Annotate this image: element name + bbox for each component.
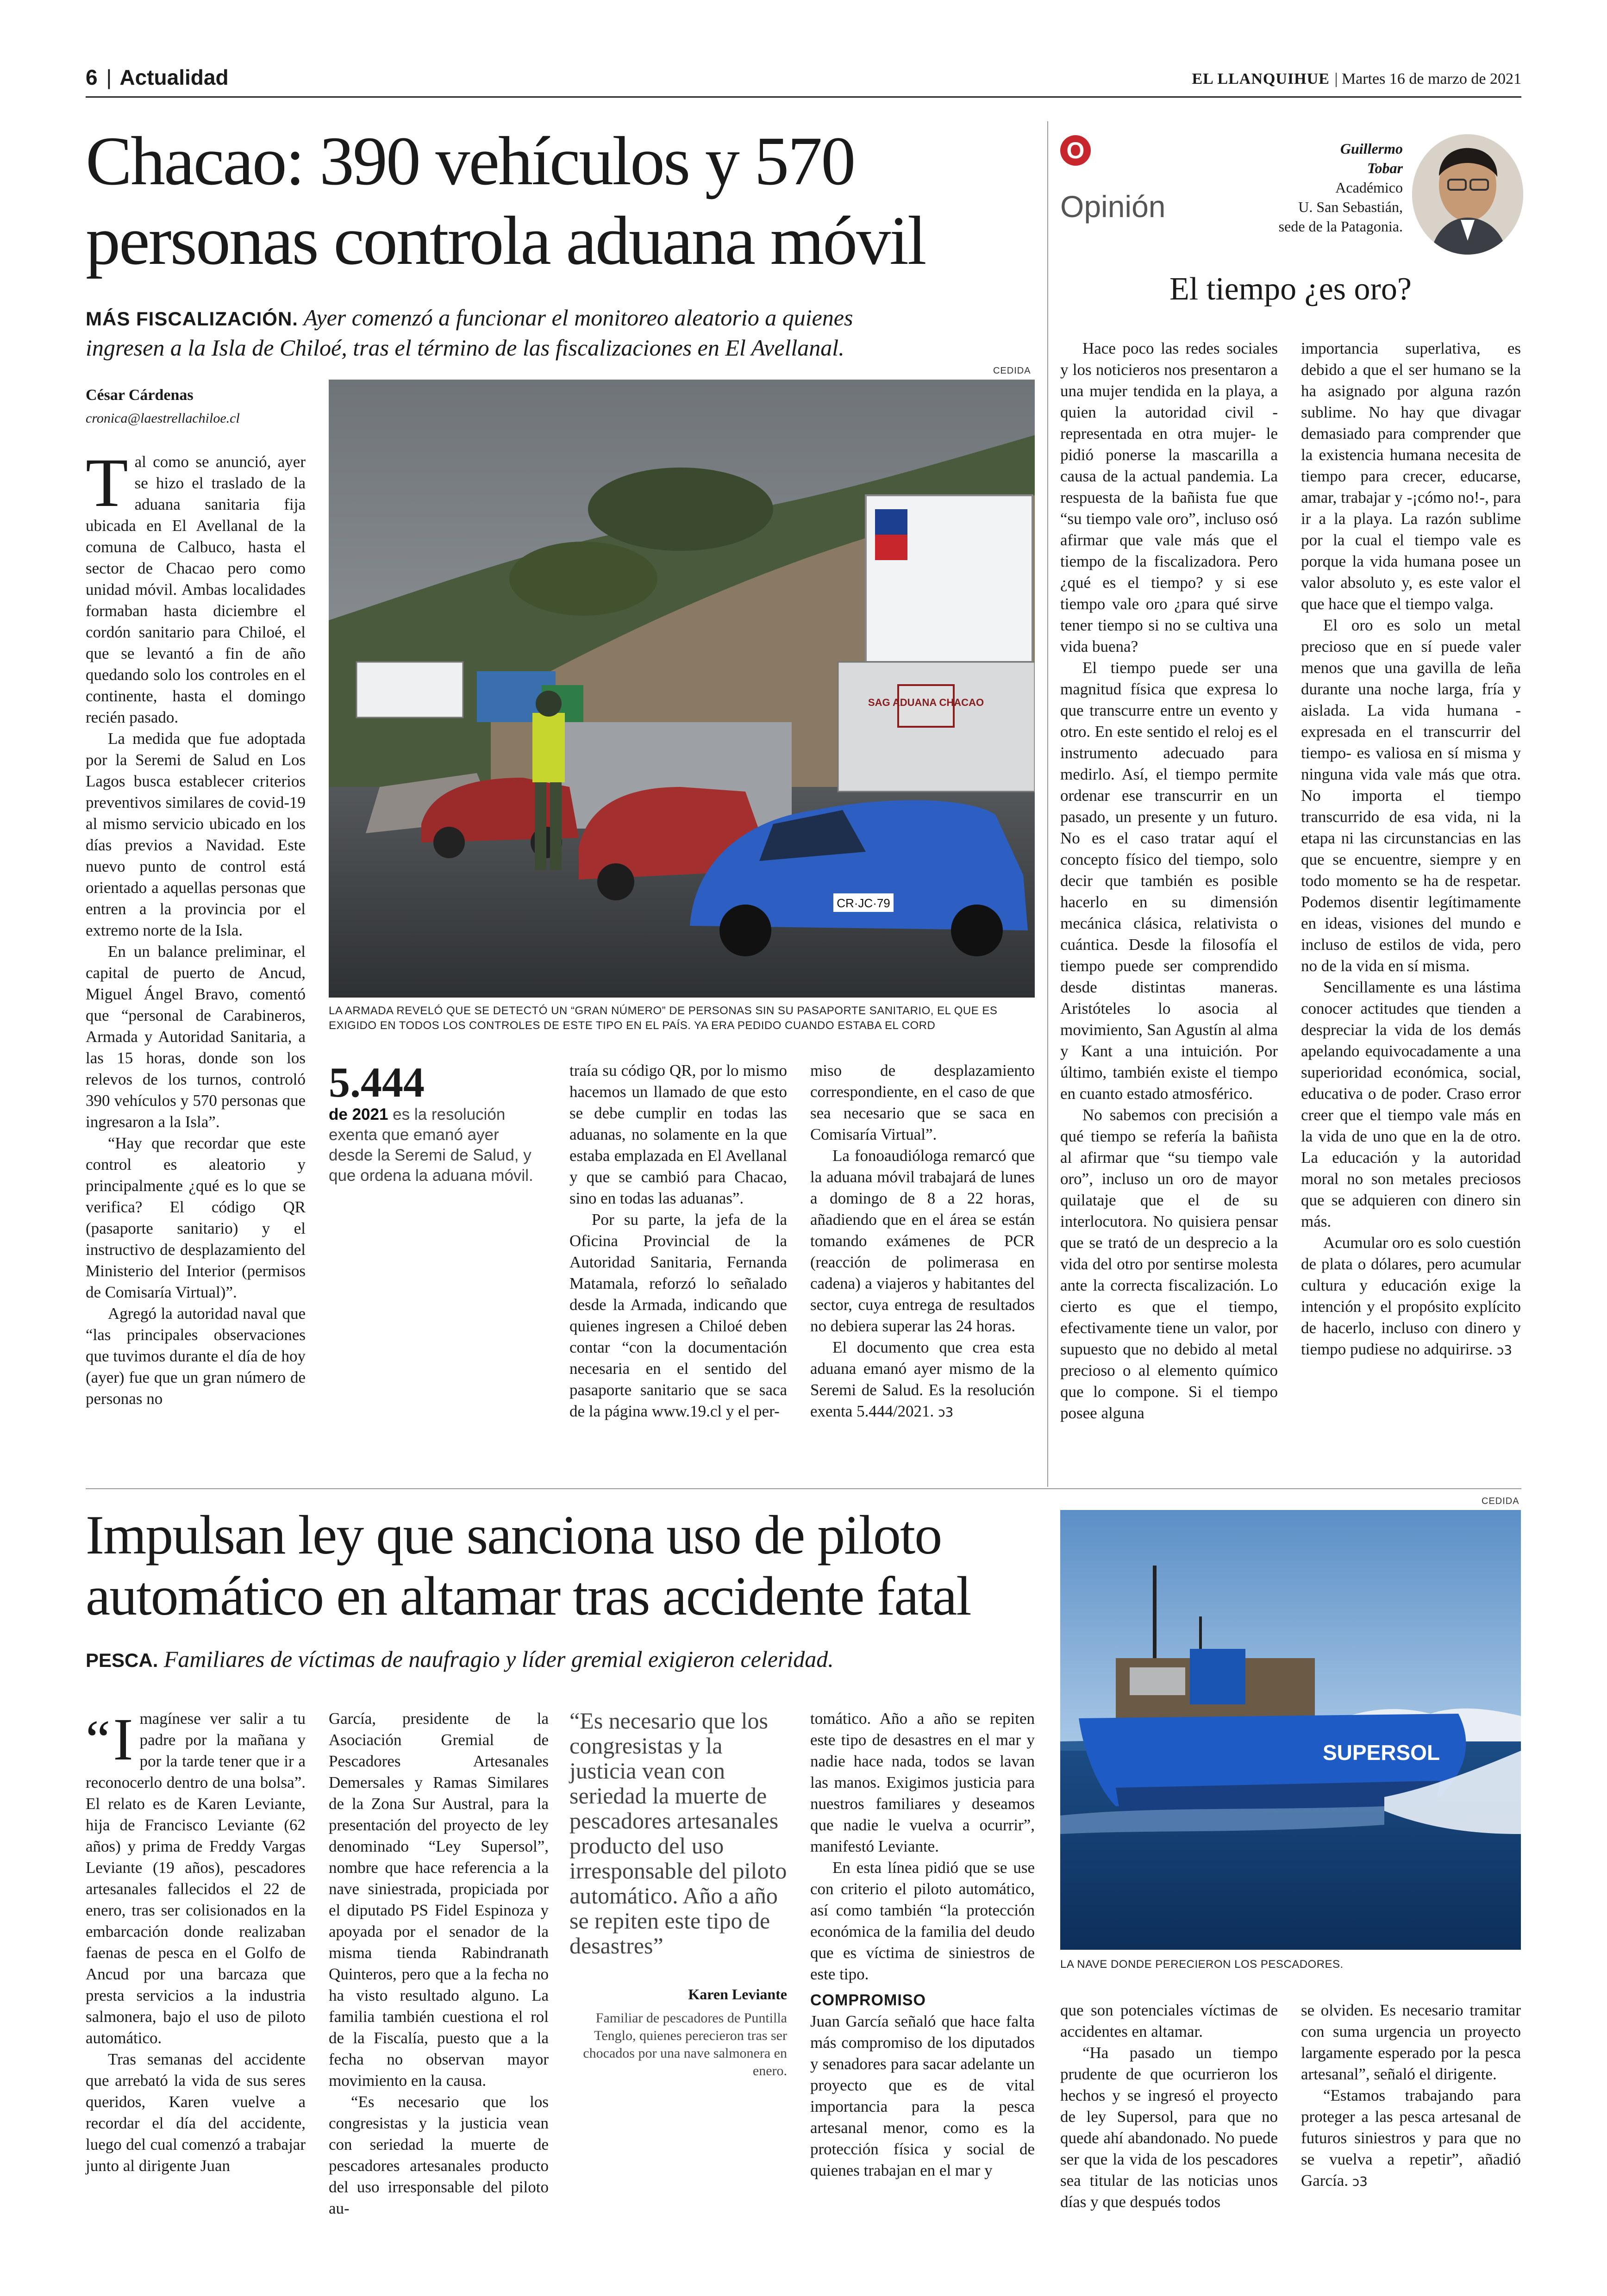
article2-kicker: PESCA. — [86, 1649, 158, 1671]
opinion-paragraph: Sencillamente es una lástima conocer actitudes que tienden a despreciar la vida de los demás apelando equivocadamente a una superioridad económica, social, educativa o de poder. Craso error creer que el tiempo vale más en la vida de uno que en la de otro. La educación y la autoridad moral no son metales preciosos que se adquieren con dinero sin más. — [1301, 978, 1521, 1230]
opinion-label: Opinión — [1060, 189, 1166, 224]
article1-paragraph: traía su código QR, por lo mismo hacemos un llamado de que esto se debe cumplir en todas las aduanas, no solamente en la que estaba emplazada en El Avellanal y que se cambió para Chacao, sino en todas las aduanas”. — [569, 1061, 787, 1207]
article1-column-4 — [810, 1060, 1035, 1423]
article2-paragraph: Juan García señaló que hace falta más compromiso de los diputados y senadores para sacar adelante un proyecto que es de vital importancia para la pesca artesanal menor, como es la protección física y social de quienes trabajan en el mar y — [810, 2012, 1035, 2179]
dropcap: I — [113, 1706, 133, 1773]
article2-paragraph: que son potenciales víctimas de accidentes en altamar. — [1060, 2001, 1278, 2040]
checkpoint-sign-text: SAG ADUANA CHACAO — [868, 697, 984, 708]
opinion-author-campus: sede de la Patagonia. — [1278, 218, 1403, 235]
article1-paragraph: “Hay que recordar que este control es aleatorio y principalmente ¿qué es lo que se verifica? El código QR (pasaporte sanitario) y el instructivo de desplazamiento del Ministerio del Interior (permisos de Comisaría Virtual)”. — [86, 1134, 306, 1301]
article1-paragraph: En un balance preliminar, el capital de puerto de Ancud, Miguel Ángel Bravo, comentó que “personal de Carabineros, Armada y Autoridad Sanitaria, a las 15 horas, donde son los relevos de los turnos, controló 390 vehículos y 570 personas que ingresaron a la Isla”. — [86, 942, 306, 1131]
opinion-badge-icon: O — [1060, 135, 1091, 166]
article1-paragraph: El documento que crea esta aduana emanó ayer mismo de la Seremi de Salud. Es la resolución exenta 5.444/2021. — [810, 1338, 1035, 1420]
article1-paragraph: miso de desplazamiento correspondiente, en el caso de que sea necesario que se saca en Comisaría Virtual”. — [810, 1061, 1035, 1143]
header-rule — [86, 96, 1521, 98]
article2-paragraph: se olviden. Es necesario tramitar con suma urgencia un proyecto largamente esperado por la pesca artesanal”, señaló el dirigente. — [1301, 2001, 1521, 2083]
opinion-author-role: Académico — [1335, 179, 1403, 196]
article1-column-1 — [86, 444, 306, 1410]
opinion-paragraph: No sabemos con precisión a qué tiempo se refería la bañista al afirmar que “su tiempo vale oro”, incluso un oro de mayor quilataje que el de su interlocutora. No quisiera pensar que se trató de un desprecio a la vida del otro por sentirse molesta ante la correcta fiscalización. Lo cierto es que el tiempo, efectivamente tiene un valor, por supuesto que no debido al metal precioso o al elemento químico que lo compone. Si el tiempo posee alguna — [1060, 1106, 1278, 1422]
article2-column-5 — [1060, 2000, 1278, 2213]
article1-paragraph: Por su parte, la jefa de la Oficina Provincial de la Autoridad Sanitaria, Fernanda Matamala, reforzó lo señalado desde la Armada, indicando que quienes ingresen a Chiloé deben contar “con la documentación necesaria en el sentido del pasaporte sanitario que se saca de la página www.19.cl y el per- — [569, 1210, 787, 1420]
opinion-author-block — [1227, 139, 1403, 236]
quote-mark-icon: “ — [86, 1709, 111, 1770]
end-mark-icon: ↄ3 — [1496, 1342, 1513, 1358]
article2-subhead: COMPROMISO — [810, 1991, 926, 2009]
article1-deck — [86, 303, 1053, 362]
boat-illustration — [1060, 1510, 1521, 1950]
article1-paragraph: Agregó la autoridad naval que “las principales observaciones que tuvimos durante el día de hoy (ayer) fue que un gran número de personas no — [86, 1304, 306, 1408]
pull-quote — [569, 1708, 787, 2080]
article2-column-6 — [1301, 2000, 1521, 2192]
fact-number: 5.444 — [329, 1059, 425, 1106]
article2-headline-line2: automático en altamar tras accidente fatal — [86, 1565, 971, 1627]
opinion-paragraph: El tiempo puede ser una magnitud física que expresa lo que transcurre entre un evento y otro. En este sentido el reloj es el instrumento adecuado para medirlo. Así, el tiempo permite ordenar ese transcurrir en un pasado, un presente y un futuro. No es el caso tratar aquí el concepto físico del tiempo, solo decir que también es posible hacerlo en su dimensión mecánica clásica, relativista o cuántica. Desde la filosofía el tiempo puede ser comprendido desde distintas maneras. Aristóteles lo asocia al movimiento, San Agustín al alma y Kant a una intuición. Por último, también existe el tiempo en cuanto estado atmosférico. — [1060, 659, 1278, 1103]
article2-paragraph: En esta línea pidió que se use con criterio el piloto automático, así como también “la protección económica de la familia del deudo que es víctima de siniestros de este tipo. — [810, 1859, 1035, 1983]
article2-paragraph: “Estamos trabajando para proteger a las pesca artesanal de futuros siniestros y para que no se vuelva a repetir”, añadió García. — [1301, 2086, 1521, 2190]
article1-paragraph: La fonoaudióloga remarcó que la aduana móvil trabajará de lunes a domingo de 8 a 22 horas, añadiendo que en el área se están tomando exámenes de PCR (reacción de polimerasa en cadena) a viajeros y habitantes del sector, cuya entrega de resultados no debiera superar las 24 horas. — [810, 1147, 1035, 1335]
article1-paragraph: al como se anunció, ayer se hizo el traslado de la aduana sanitaria fija ubicada en El Avellanal de la comuna de Calbuco, hasta el sector de Chacao pero como unidad móvil. Ambas localidades formaban hasta diciembre el cordón sanitario para Chiloé, el que se levantó a fin de año quedando solo los controles en el continente, hasta el domingo recién pasado. — [86, 453, 306, 726]
article2-paragraph: “Ha pasado un tiempo prudente de que ocurrieron los hechos y se ingresó el proyecto de ley Supersol, para que no quede ahí abandonado. No puede ser que la vida de los pescadores sea titular de las noticias unos días y que después todos — [1060, 2044, 1278, 2211]
photo-chacao-checkpoint — [329, 380, 1035, 998]
article2-column-2 — [329, 1708, 549, 2219]
page-number: 6 — [86, 65, 98, 89]
photo1-caption: LA ARMADA REVELÓ QUE SE DETECTÓ UN “GRAN NÚMERO” DE PERSONAS SIN SU PASAPORTE SANITARIO, EL QUE ES EXIGIDO EN TODOS LOS CONTROLES DE ESTE TIPO EN EL PAÍS. YA ERA PEDIDO CUANDO ESTABA EL CORD — [329, 1004, 998, 1032]
article2-paragraph: “Es necesario que los congresistas y la justicia vean con seriedad la muerte de pescadores artesanales producto del uso irresponsable del piloto au- — [329, 2093, 549, 2217]
article2-headline-line1: Impulsan ley que sanciona uso de piloto — [86, 1504, 942, 1566]
fact-text: es la resolución exenta que emanó ayer desde la Seremi de Salud, y que ordena la aduana móvil. — [329, 1105, 533, 1185]
fact-box — [329, 1060, 546, 1186]
fact-bold: de 2021 — [329, 1105, 388, 1123]
opinion-column-1 — [1060, 338, 1278, 1424]
article1-deck-line1: Ayer comenzó a funcionar el monitoreo aleatorio a quienes — [303, 305, 853, 331]
article1-headline-line2: personas controla aduana móvil — [86, 202, 925, 279]
opinion-author-affiliation: U. San Sebastián, — [1298, 199, 1403, 215]
photo1-credit: CEDIDA — [993, 366, 1031, 376]
author-email: cronica@laestrellachiloe.cl — [86, 411, 240, 426]
opinion-paragraph: El oro es solo un metal precioso que en sí puede valer menos que una gavilla de leña durante una noche larga, fría y aislada. La vida humana -expresada en el transcurrir del tiempo- es valiosa en sí misma y ninguna vida vale más que otra. No importa el tiempo transcurrido de esa vida, ni la etapa ni las circunstancias en las que se encuentre, siempre y en todo momento se ha de respetar. Podemos disentir legítimamente en ideas, visiones del mundo e incluso de estilos de vida, pero no de la vida en sí misma. — [1301, 616, 1521, 975]
checkpoint-illustration — [329, 380, 1035, 998]
article1-headline — [86, 121, 1049, 281]
column-divider — [1047, 121, 1048, 1487]
article2-column-1 — [86, 1708, 306, 2177]
license-plate-text: CR·JC·79 — [837, 896, 890, 910]
header-right: EL LLANQUIHUE | Martes 16 de marzo de 2021 — [1192, 70, 1521, 87]
quote-author: Karen Leviante — [688, 1986, 787, 2003]
pull-quote-text: “Es necesario que los congresistas y la justicia vean con seriedad la muerte de pescadores artesanales producto del uso irresponsable del piloto automático. Año a año se repiten este tipo de desastres” — [569, 1708, 787, 1959]
article2-paragraph: magínese ver salir a tu padre por la mañana y por la tarde tener que ir a reconocerlo dentro de una bolsa”. El relato es de Karen Leviante, hija de Francisco Leviante (62 años) y prima de Freddy Vargas Leviante (19 años), pescadores artesanales fallecidos el 22 de enero, tras ser colisionados en la embarcación donde realizaban faenas de pesca en el Golfo de Ancud por una barcaza que presta servicios a la industria salmonera, bajo el uso de piloto automático. — [86, 1710, 306, 2047]
opinion-paragraph: Acumular oro es solo cuestión de plata o dólares, pero acumular cultura y educación exige la intención y el propósito explícito de hacerlo, incluso con dinero y tiempo pudiese no adquirirse. — [1301, 1234, 1521, 1358]
newspaper-name: EL LLANQUIHUE — [1192, 70, 1330, 87]
end-mark-icon: ↄ3 — [1352, 2174, 1368, 2189]
opinion-title: El tiempo ¿es oro? — [1169, 271, 1412, 307]
photo-fishing-boat — [1060, 1510, 1521, 1950]
boat-name-text: SUPERSOL — [1322, 1741, 1440, 1765]
end-mark-icon: ↄ3 — [938, 1404, 954, 1420]
article1-column-3 — [569, 1060, 787, 1422]
opinion-column-2 — [1301, 338, 1521, 1361]
article2-column-4 — [810, 1708, 1035, 2181]
article2-paragraph: tomático. Año a año se repiten este tipo de desastres en el mar y nadie hace nada, todos se lavan las manos. Exigimos justicia para nuestros familiares y deseamos que nadie le vuelva a ocurrir”, manifestó Leviante. — [810, 1710, 1035, 1855]
dropcap: T — [86, 444, 128, 521]
photo2-caption: LA NAVE DONDE PERECIERON LOS PESCADORES. — [1060, 1958, 1344, 1971]
article2-deck — [86, 1646, 1058, 1672]
article2-headline — [86, 1504, 1049, 1627]
article1-kicker: MÁS FISCALIZACIÓN. — [86, 308, 298, 330]
section-name: Actualidad — [119, 65, 229, 89]
article1-paragraph: La medida que fue adoptada por la Seremi de Salud en Los Lagos busca establecer criterios preventivos similares de covid-19 al mismo servicio ubicado en los días previos a Navidad. Este nuevo punto de control está orientado a aquellas personas que entren a la provincia por el extremo norte de la Isla. — [86, 730, 306, 939]
photo2-credit: CEDIDA — [1482, 1496, 1519, 1506]
article1-deck-line2: ingresen a la Isla de Chiloé, tras el término de las fiscalizaciones en El Avellanal. — [86, 335, 844, 361]
article1-headline-line1: Chacao: 390 vehículos y 570 — [86, 123, 855, 200]
opinion-paragraph: Hace poco las redes sociales y los noticieros nos presentaron a una mujer tendida en la playa, a quien la autoridad civil -representada en otra mujer- le pidió ponerse la mascarilla a causa de la actual pandemia. La respuesta de la bañista fue que “su tiempo vale oro”, incluso osó afirmar que vale más que el tiempo de la fiscalizadora. Pero ¿qué es el tiempo? y si ese tiempo vale oro ¿para qué sirve tener tiempo si no se cultiva una vida buena? — [1060, 339, 1278, 655]
issue-date: Martes 16 de marzo de 2021 — [1341, 70, 1521, 87]
article2-paragraph: García, presidente de la Asociación Gremial de Pescadores Artesanales Demersales y Ramas Similares de la Zona Sur Austral, para la presentación del proyecto de ley denominado “Ley Supersol”, nombre que hace referencia a la nave siniestrada, propiciada por el diputado PS Fidel Espinoza y apoyada por el senador de la misma tienda Rabindranath Quinteros, pero que a la fecha no ha visto resultado alguno. La familia también cuestiona el rol de la Fiscalía, puesto que a la fecha no observan mayor movimiento en la causa. — [329, 1710, 549, 2090]
opinion-paragraph: importancia superlativa, es debido a que el ser humano se la ha asignado por alguna razón sublime. No hay que divagar demasiado para comprender que la existencia humana necesita de tiempo para crecer, educarse, amar, trabajar y -¡cómo no!-, para ir a la playa. La razón sublime por la cual el tiempo vale es porque la vida humana posee un valor absoluto y, es este valor el que hace que el tiempo valga. — [1301, 339, 1521, 613]
article1-byline — [86, 387, 240, 426]
quote-author-role: Familiar de pescadores de Puntilla Tenglo, quienes perecieron tras ser chocados por una nave salmonera en enero. — [583, 2010, 787, 2078]
article2-paragraph: Tras semanas del accidente que arrebató la vida de sus seres queridos, Karen vuelve a recordar el día del accidente, luego del cual comenzó a trabajar junto al dirigente Juan — [86, 2050, 306, 2175]
story-divider — [86, 1488, 1521, 1489]
opinion-author-surname: Tobar — [1367, 160, 1403, 176]
article2-deck-text: Familiares de víctimas de naufragio y líder gremial exigieron celeridad. — [163, 1646, 834, 1672]
author-portrait-avatar — [1412, 134, 1523, 255]
opinion-author-name: Guillermo — [1340, 140, 1403, 157]
author-name: César Cárdenas — [86, 387, 194, 404]
page-number-section: 6 | Actualidad — [86, 65, 229, 89]
